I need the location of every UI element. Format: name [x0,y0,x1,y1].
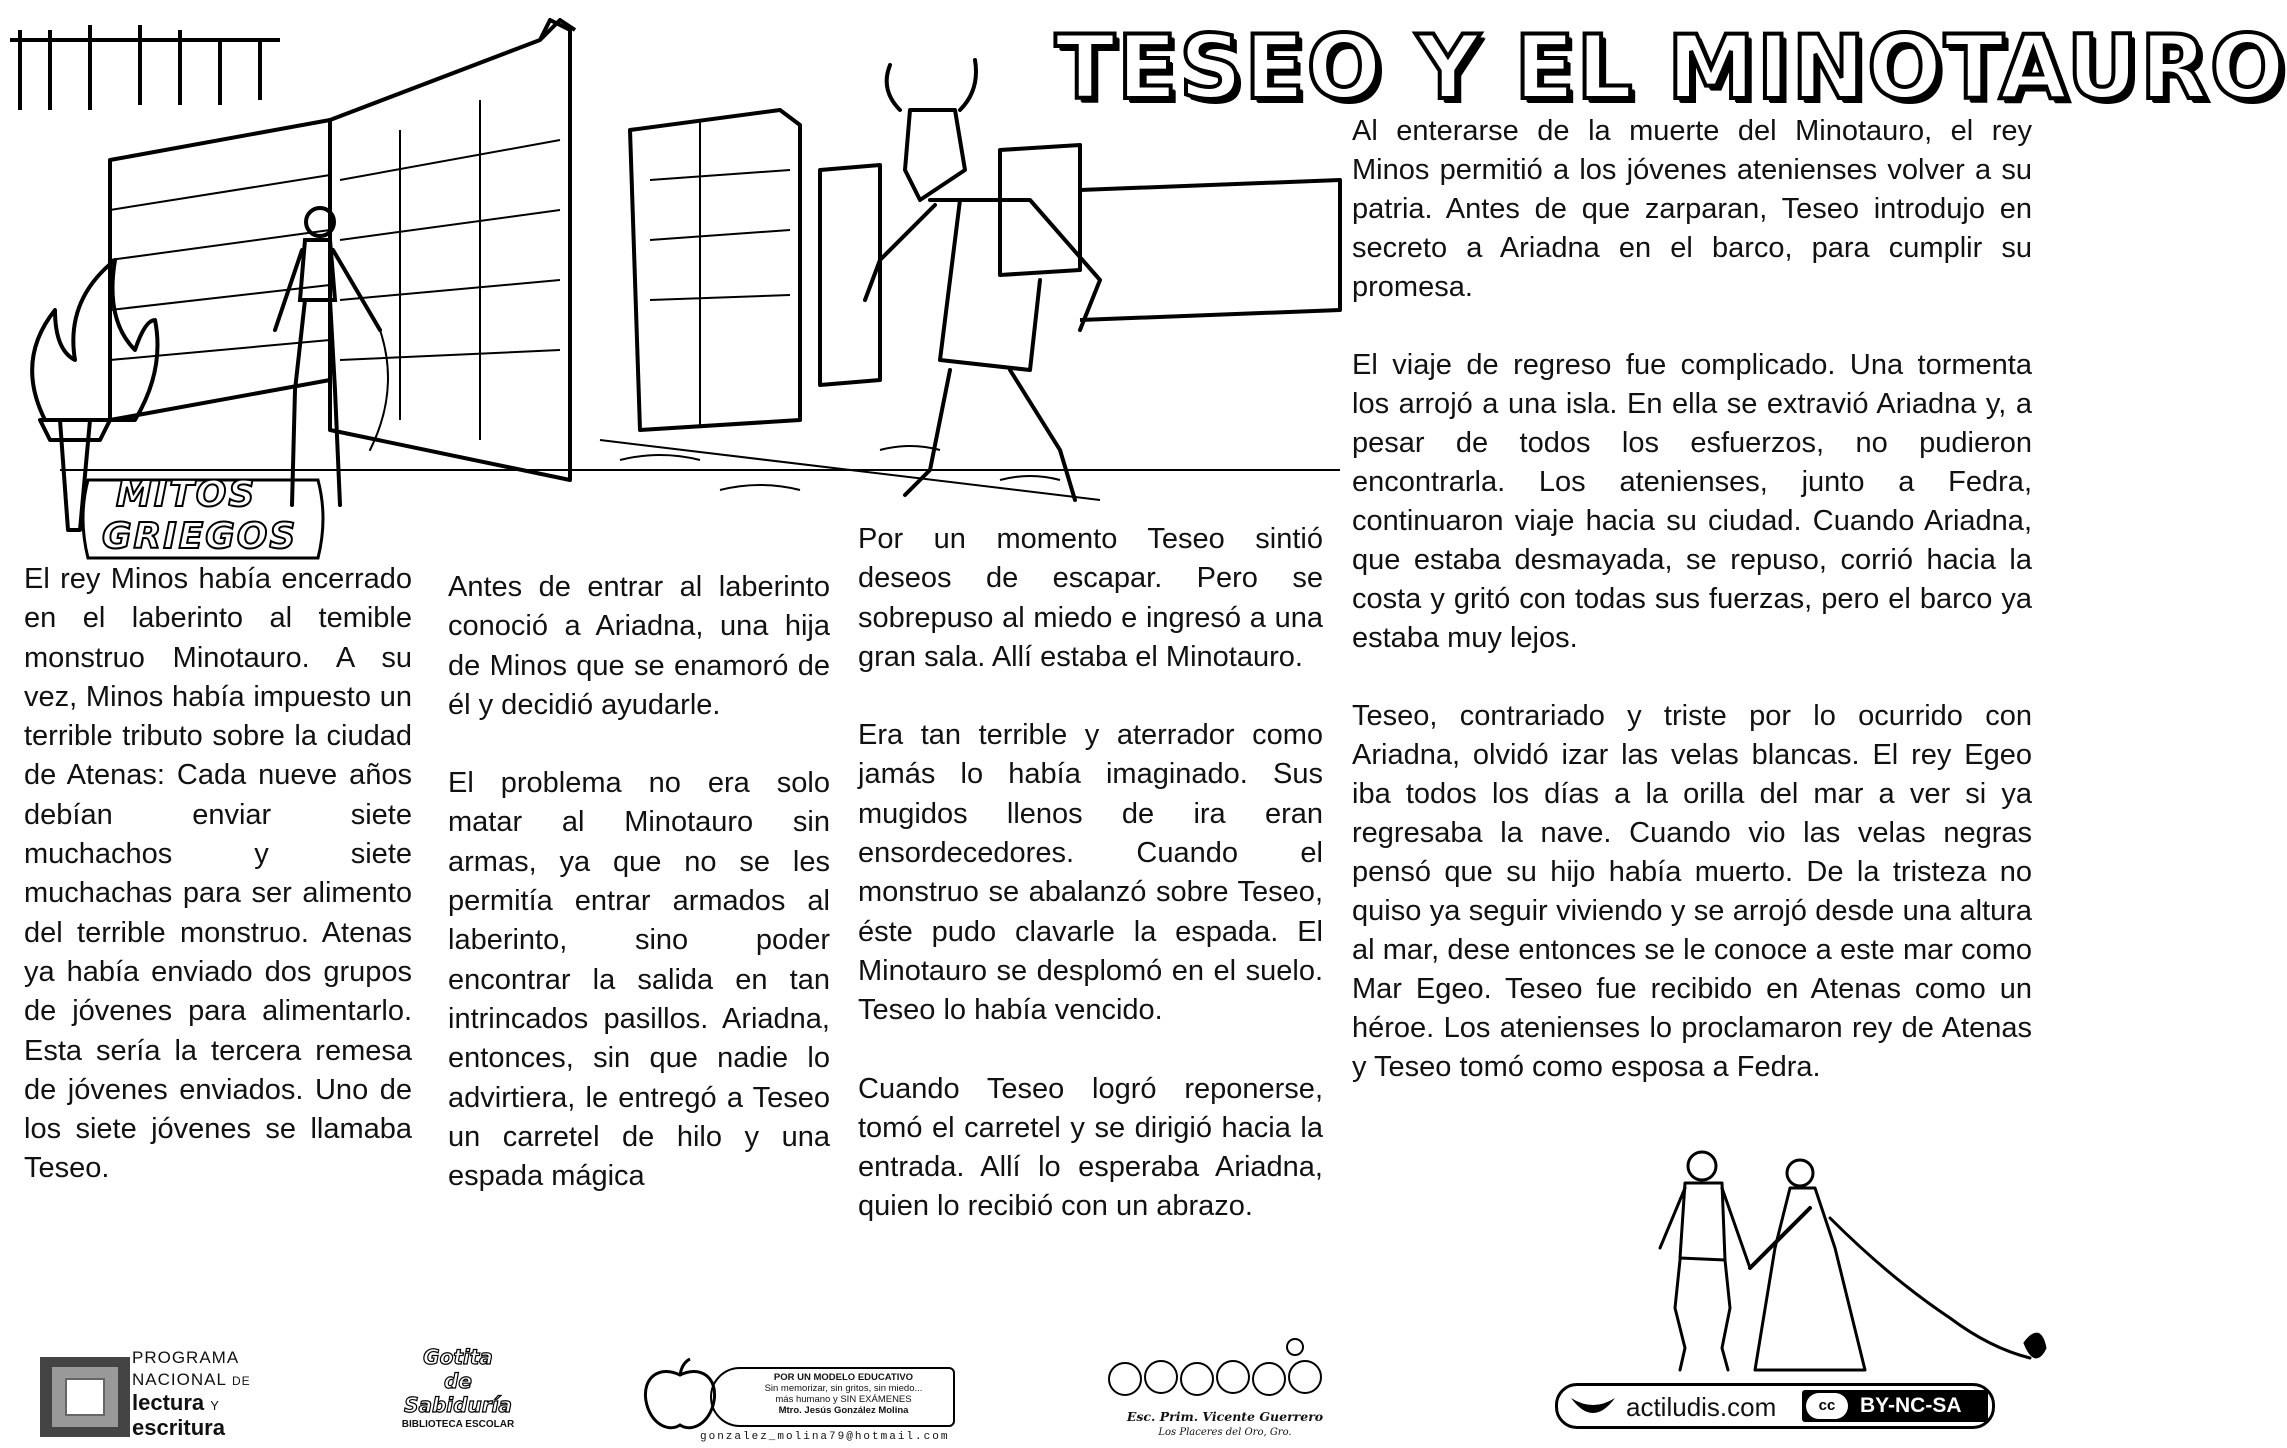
paragraph: El problema no era solo matar al Minotauro sin armas, ya que no se les permitía entrar armados al laberinto, sino poder encontrar la salida en tan intrincados pasillos. Ariadna, entonces, sin que nadie lo advirtiera, le entregó a Teseo un carretel de hilo y una espada mágica [448,767,830,1193]
modelo-box [710,1367,955,1427]
license-badge [1802,1390,1988,1422]
modelo-email: gonzalez_molina79@hotmail.com [700,1431,950,1443]
escuela-name: Esc. Prim. Vicente Guerrero [1126,1409,1324,1424]
cc-icon: cc [1806,1393,1848,1419]
children-faces-icon [1095,1335,1355,1405]
pnle-text [132,1347,251,1439]
pnle-line1: PROGRAMA [132,1348,240,1367]
paragraph: El viaje de regreso fue complicado. Una tormenta los arrojó a una isla. En ella se extravió Ariadna y, a pesar de todos los esfuerzos, no pudieron encontrarla. Los atenienses, junto a Fedra, continuaron viaje hacia su ciudad. Cuando Ariadna, que estaba desmayada, se repuso, corrió hacia la costa y gritó con todas sus fuerzas, pero el barco ya estaba muy lejos. [1352,349,2032,654]
paragraph: Era tan terrible y aterrador como jamás lo había imaginado. Sus mugidos llenos de ira eran ensordecedores. Cuando el monstruo se abalanzó sobre Teseo, éste pudo clavarle la espada. El Minotauro se desplomó en el suelo. Teseo lo había vencido. [858,719,1323,1027]
modelo-line4: Mtro. Jesús González Molina [778,1405,909,1416]
pnle-line2b: DE [232,1374,251,1388]
pnle-line2a: NACIONAL [132,1370,227,1389]
teseo-ariadna-illustration [1650,1148,2050,1373]
license-text: BY-NC-SA [1860,1394,1962,1417]
smile-icon [1568,1392,1618,1422]
pnle-line4: escritura [132,1415,225,1440]
paragraph: Al enterarse de la muerte del Minotauro, el rey Minos permitió a los jóvenes atenienses volver a su patria. Antes de que zarparan, Teseo introdujo en secreto a Ariadna en el barco, para cumplir su promesa. [1352,115,2032,303]
pnle-squares-icon [40,1357,130,1437]
gotita-line3: Sabiduría [404,1393,512,1417]
paragraph: Cuando Teseo logró reponerse, tomó el carretel y se dirigió hacia la entrada. Allí lo esperaba Ariadna, quien lo recibió con un abrazo. [858,1072,1323,1223]
paragraph: Antes de entrar al laberinto conoció a Ariadna, una hija de Minos que se enamoró de él y decidió ayudarle. [448,571,830,721]
mitos-griegos-badge [78,472,328,564]
minotaur-figure [865,60,1100,500]
pnle-line3 [132,1392,251,1417]
escuela-place: Los Placeres del Oro, Gro. [1158,1427,1292,1438]
modelo-line1: POR UN MODELO EDUCATIVO [773,1372,914,1383]
story-column-1 [24,560,412,1189]
modelo-line2: Sin memorizar, sin gritos, sin miedo... [764,1383,923,1394]
story-column-4 [1352,112,2032,1087]
pnle-line3a: lectura [132,1390,205,1415]
pnle-logo [40,1347,280,1442]
modelo-educativo-logo [640,1355,960,1445]
apple-icon [640,1357,720,1433]
actiludis-badge[interactable] [1555,1383,1995,1429]
paragraph: Teseo, contrariado y triste por lo ocurrido con Ariadna, olvidó izar las velas blancas. El rey Egeo iba todos los días a la orilla del mar a ver si ya regresaba la nave. Cuando vio las velas negras pensó que su hijo había muerto. De la tristeza no quiso ya seguir viviendo y se arrojó desde una altura al mar, dese entonces se le conoce a este mar como Mar Egeo. Teseo fue recibido en Atenas como un héroe. Los atenienses lo proclamaron rey de Atenas y Teseo tomó como esposa a Fedra. [1352,700,2032,1083]
gotita-subtitle: BIBLIOTECA ESCOLAR [401,1419,515,1430]
modelo-line3: más humano y SIN EXÁMENES [775,1394,912,1405]
actiludis-link[interactable]: actiludis.com [1626,1392,1777,1422]
gotita-logo [388,1345,528,1445]
paragraph: El rey Minos había encerrado en el laberinto al temible monstruo Minotauro. A su vez, Minos había impuesto un terrible tributo sobre la ciudad de Atenas: Cada nueve años debían enviar siete muchachos y siete muchachas para ser alimento del terrible monstruo. Atenas ya había enviado dos grupos de jóvenes para alimentarlo. Esta sería la tercera remesa de jóvenes enviados. Uno de los siete jóvenes se llamaba Teseo. [24,563,412,1185]
paragraph: Por un momento Teseo sintió deseos de escapar. Pero se sobrepuso al miedo e ingresó a una gran sala. Allí estaba el Minotauro. [858,523,1323,673]
badge-line1: MITOS [116,474,257,515]
labyrinth-illustration [0,0,1340,530]
pnle-line3b: Y [210,1398,219,1413]
gotita-line1: Gotita [423,1345,493,1369]
badge-line2: GRIEGOS [102,516,298,557]
story-column-3 [858,520,1323,1227]
teseo-figure [275,208,388,505]
escuela-logo [1095,1335,1355,1445]
story-column-2 [448,568,830,1196]
pnle-line2 [132,1369,251,1392]
gotita-line2: de [444,1369,472,1393]
page-title: TESEO Y EL MINOTAURO [1055,16,2287,119]
